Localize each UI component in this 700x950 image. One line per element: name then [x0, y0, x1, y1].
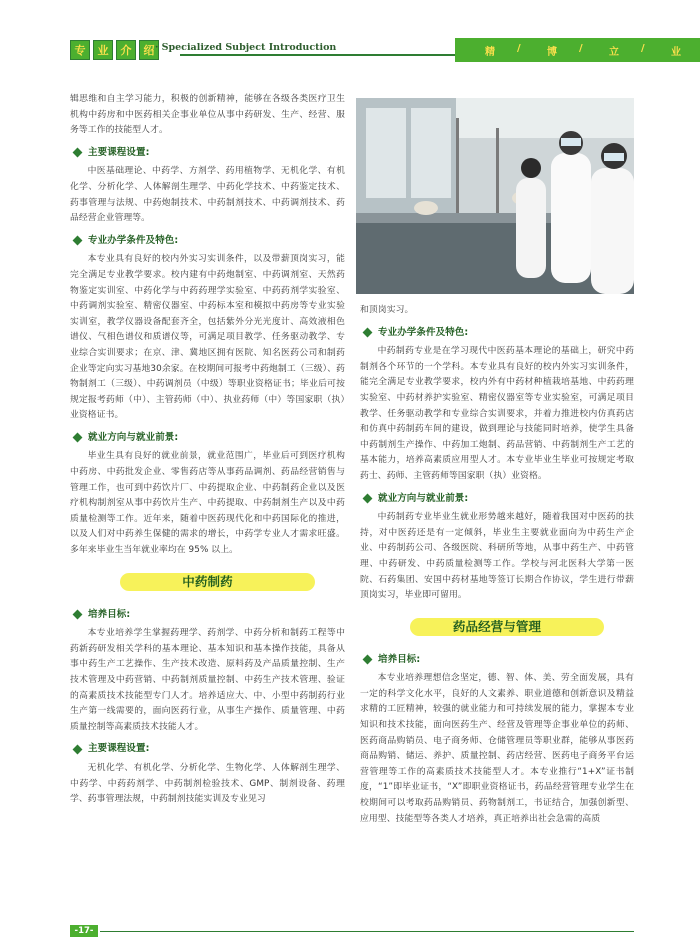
diamond-icon	[363, 655, 373, 665]
diamond-icon	[363, 493, 373, 503]
section-heading	[360, 325, 634, 341]
heading-text: 培养目标:	[88, 608, 131, 620]
section-heading	[70, 430, 345, 446]
continuation-text: 和顶岗实习。	[360, 305, 414, 315]
header-title-blocks	[70, 40, 159, 60]
section-heading	[70, 145, 345, 161]
motto-char: 业	[671, 47, 681, 58]
heading-text: 专业办学条件及特色:	[378, 326, 469, 338]
banner-title: 药品经营与管理	[452, 618, 542, 634]
courses2-paragraph: 无机化学、有机化学、分析化学、生物化学、人体解剖生理学、中药学、中药药剂学、中药制剂检验技术、GMP、制剂设备、药理学、药事管理法规，中药制剂技能实训及专业见习	[70, 762, 345, 805]
heading-text: 主要课程设置:	[88, 146, 150, 158]
conditions-paragraph: 中药制药专业是在学习现代中医药基本理论的基础上，研究中药制剂各个环节的一个学科。本专业具有良好的校内外实习实训条件，能完全满足专业教学要求，校内外有中药材种植栽培基地、中药药理实验室、中药材养护实验室、精密仪器室等专业实验室，可满足项目教学、任务驱动教学和专业综合实训要求，并着力推进校内仿真药店和仿真中药制药车间的建设，做到理论与技能同时培养，使学生具备中药制剂生产操作、中药加工炮制、药品营销、中药制剂生产工艺的基本能力，培养高素质应用型人才。本专业毕业生毕业可按规定考取药士、药师、主管药师等国家职（执）业资格。	[360, 346, 634, 481]
motto-char: 立	[609, 47, 619, 58]
header-subtitle: · Specialized Subject Introduction	[155, 42, 337, 53]
section-heading	[70, 741, 345, 757]
footer-rule	[100, 931, 634, 932]
diamond-icon	[73, 236, 83, 246]
heading-text: 培养目标:	[378, 653, 421, 665]
page-header	[0, 0, 700, 60]
section-heading	[360, 652, 634, 668]
motto-sep: /	[517, 43, 521, 54]
header-block: 专	[70, 40, 90, 60]
lab-photo	[356, 98, 634, 294]
motto-sep: /	[579, 43, 583, 54]
diamond-icon	[73, 148, 83, 158]
right-column	[360, 303, 634, 827]
heading-text: 就业方向与就业前景:	[378, 492, 469, 504]
banner-title: 中药制药	[182, 573, 233, 589]
heading-text: 主要课程设置:	[88, 743, 150, 755]
heading-text: 专业办学条件及特色:	[88, 234, 179, 246]
motto-char: 精	[485, 47, 495, 58]
section-heading	[70, 233, 345, 249]
intro-paragraph: 辑思维和自主学习能力，积极的创新精神，能够在各级各类医疗卫生机构中药房和中医药相关企事业单位从事中药研发、生产、经营、服务等工作的技能型人才。	[70, 94, 345, 136]
courses-paragraph: 中医基础理论、中药学、方剂学、药用植物学、无机化学、有机化学、分析化学、人体解剖生理学、中药化学技术、中药鉴定技术、药事管理与法规、中药炮制技术、中药制剂技术、中药调剂技术、药品经营企业管理等。	[70, 166, 345, 224]
motto-char: 博	[547, 47, 557, 58]
page-number: -17-	[70, 925, 98, 937]
lab-photo-illustration	[356, 98, 634, 294]
header-motto	[455, 38, 700, 62]
major-banner	[360, 618, 634, 638]
diamond-icon	[73, 433, 83, 443]
left-column	[70, 92, 345, 808]
header-block: 绍	[139, 40, 159, 60]
conditions-paragraph: 本专业具有良好的校内外实习实训条件，以及带薪顶岗实习，能完全满足专业教学要求。校内建有中药炮制室、中药调剂室、天然药物鉴定实训室、中药化学与中药药理学实验室、中药药剂学实验室、中药调剂实验室、精密仪器室、中药标本室和模拟中药房等专业实验实训室，教学仪器设备配套齐全，包括紫外分光光度计、高效液相色谱仪、气相色谱仪和质谱仪等，可满足项目教学、任务驱动教学、专业综合实训要求；在京、津、冀地区拥有医院、知名医药公司和制药企业等定向实习基地30余家。在校期间可报考中药炮制工（三级）、药物制剂工（三级）、中药调剂员（中级）等职业资格证书；毕业后可按规定报考药师（中）、主管药师（中）、执业药师（中）等国家职（执）业资格证书。	[70, 254, 345, 421]
heading-text: 就业方向与就业前景:	[88, 431, 179, 443]
goal-paragraph: 本专业培养学生掌握药理学、药剂学、中药分析和制药工程等中药新药研发相关学科的基本理论、基本知识和基本操作技能，具备从事中药生产工艺操作、生产技术改造、原料药及产品质量控制、生产技术管理及中药营销、中药制剂质量控制、中药生产技术管理、验证的高素质技术技能型专门人才。培养适应大、中、小型中药制药行业生产第一线需要的，面向医药行业，从事生产操作、质量管理、中药质量控制等高素质技术技能人才。	[70, 628, 345, 732]
section-heading	[70, 607, 345, 623]
goal-paragraph: 本专业培养理想信念坚定，德、智、体、美、劳全面发展，具有一定的科学文化水平，良好的人文素养、职业道德和创新意识及精益求精的工匠精神，较强的就业能力和可持续发展的能力，掌握本专业知识和技术技能，面向医药生产、经营及管理等企事业单位的药师、医药商品购销员、电子商务师、仓储管理员等职业群，能够从事医药商品购销、储运、养护、质量控制、药店经营、医药电子商务平台运营管理等工作的高素质技术技能型人才。本专业推行“1+X”证书制度，“1”即毕业证书，“X”即职业资格证书，药品经营管理专业学生在校期间可以考取药品购销员、药物制剂工，书证结合，加强创新型、应用型、技能型等各类人才培养，真正培养出社会急需的高质	[360, 673, 634, 824]
employment-paragraph: 中药制药专业毕业生就业形势越来越好，随着我国对中医药的扶持，对中医药还是有一定倾斜，毕业生主要就业面向为中药生产企业、中药制药公司、各级医院、科研所等地，从事中药生产、中药管理、中药研发、中药质量检测等工作。学校与河北医科大学第一医院、石药集团、安国中药材基地等签订长期合作协议，学生进行带薪顶岗实习，毕业即可留用。	[360, 512, 634, 601]
header-block: 介	[116, 40, 136, 60]
section-heading	[360, 491, 634, 507]
header-block: 业	[93, 40, 113, 60]
diamond-icon	[73, 744, 83, 754]
employment-paragraph: 毕业生具有良好的就业前景，就业范围广，毕业后可到医疗机构中药房、中药批发企业、零售药店等从事药品调剂、药品经营销售与管理工作，也可到中药饮片厂、中药提取企业、中药制药企业以及医疗机构制剂室从事中药饮片生产、中药提取、中药制剂生产以及中药质量检测等工作。近年来，随着中医药现代化和中药国际化的推进，以及人们对中药养生保健的需求的增长，中药学专业人才需求旺盛。多年来毕业生当年就业率均在 95% 以上。	[70, 451, 345, 556]
diamond-icon	[363, 327, 373, 337]
motto-sep: /	[641, 43, 645, 54]
major-banner	[70, 573, 345, 593]
diamond-icon	[73, 609, 83, 619]
